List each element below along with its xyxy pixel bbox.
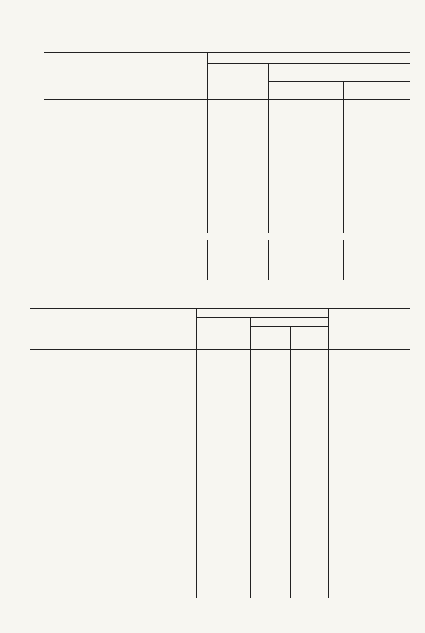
table2-col-divider-4	[328, 308, 329, 598]
table1-header-bottom-rule	[44, 99, 410, 100]
table1-supp-divider-2	[268, 240, 269, 280]
table1-col-divider-2	[268, 63, 269, 233]
table2-header-bottom-rule	[30, 349, 410, 350]
table2-top-rule	[30, 308, 410, 309]
table1-col-divider-1	[207, 52, 208, 233]
table1-unit-rule	[207, 63, 410, 64]
table1-top-rule	[44, 52, 410, 53]
table1-supp-divider-1	[207, 240, 208, 280]
table2-designation-rule	[250, 326, 328, 327]
table2-col-divider-2	[250, 317, 251, 598]
table2-col-divider-3	[290, 326, 291, 598]
table2-unit-rule	[196, 317, 328, 318]
table1-supp-divider-3	[343, 240, 344, 280]
table1-designation-rule	[268, 81, 410, 82]
table1-col-divider-3	[343, 81, 344, 233]
table2-col-divider-1	[196, 308, 197, 598]
